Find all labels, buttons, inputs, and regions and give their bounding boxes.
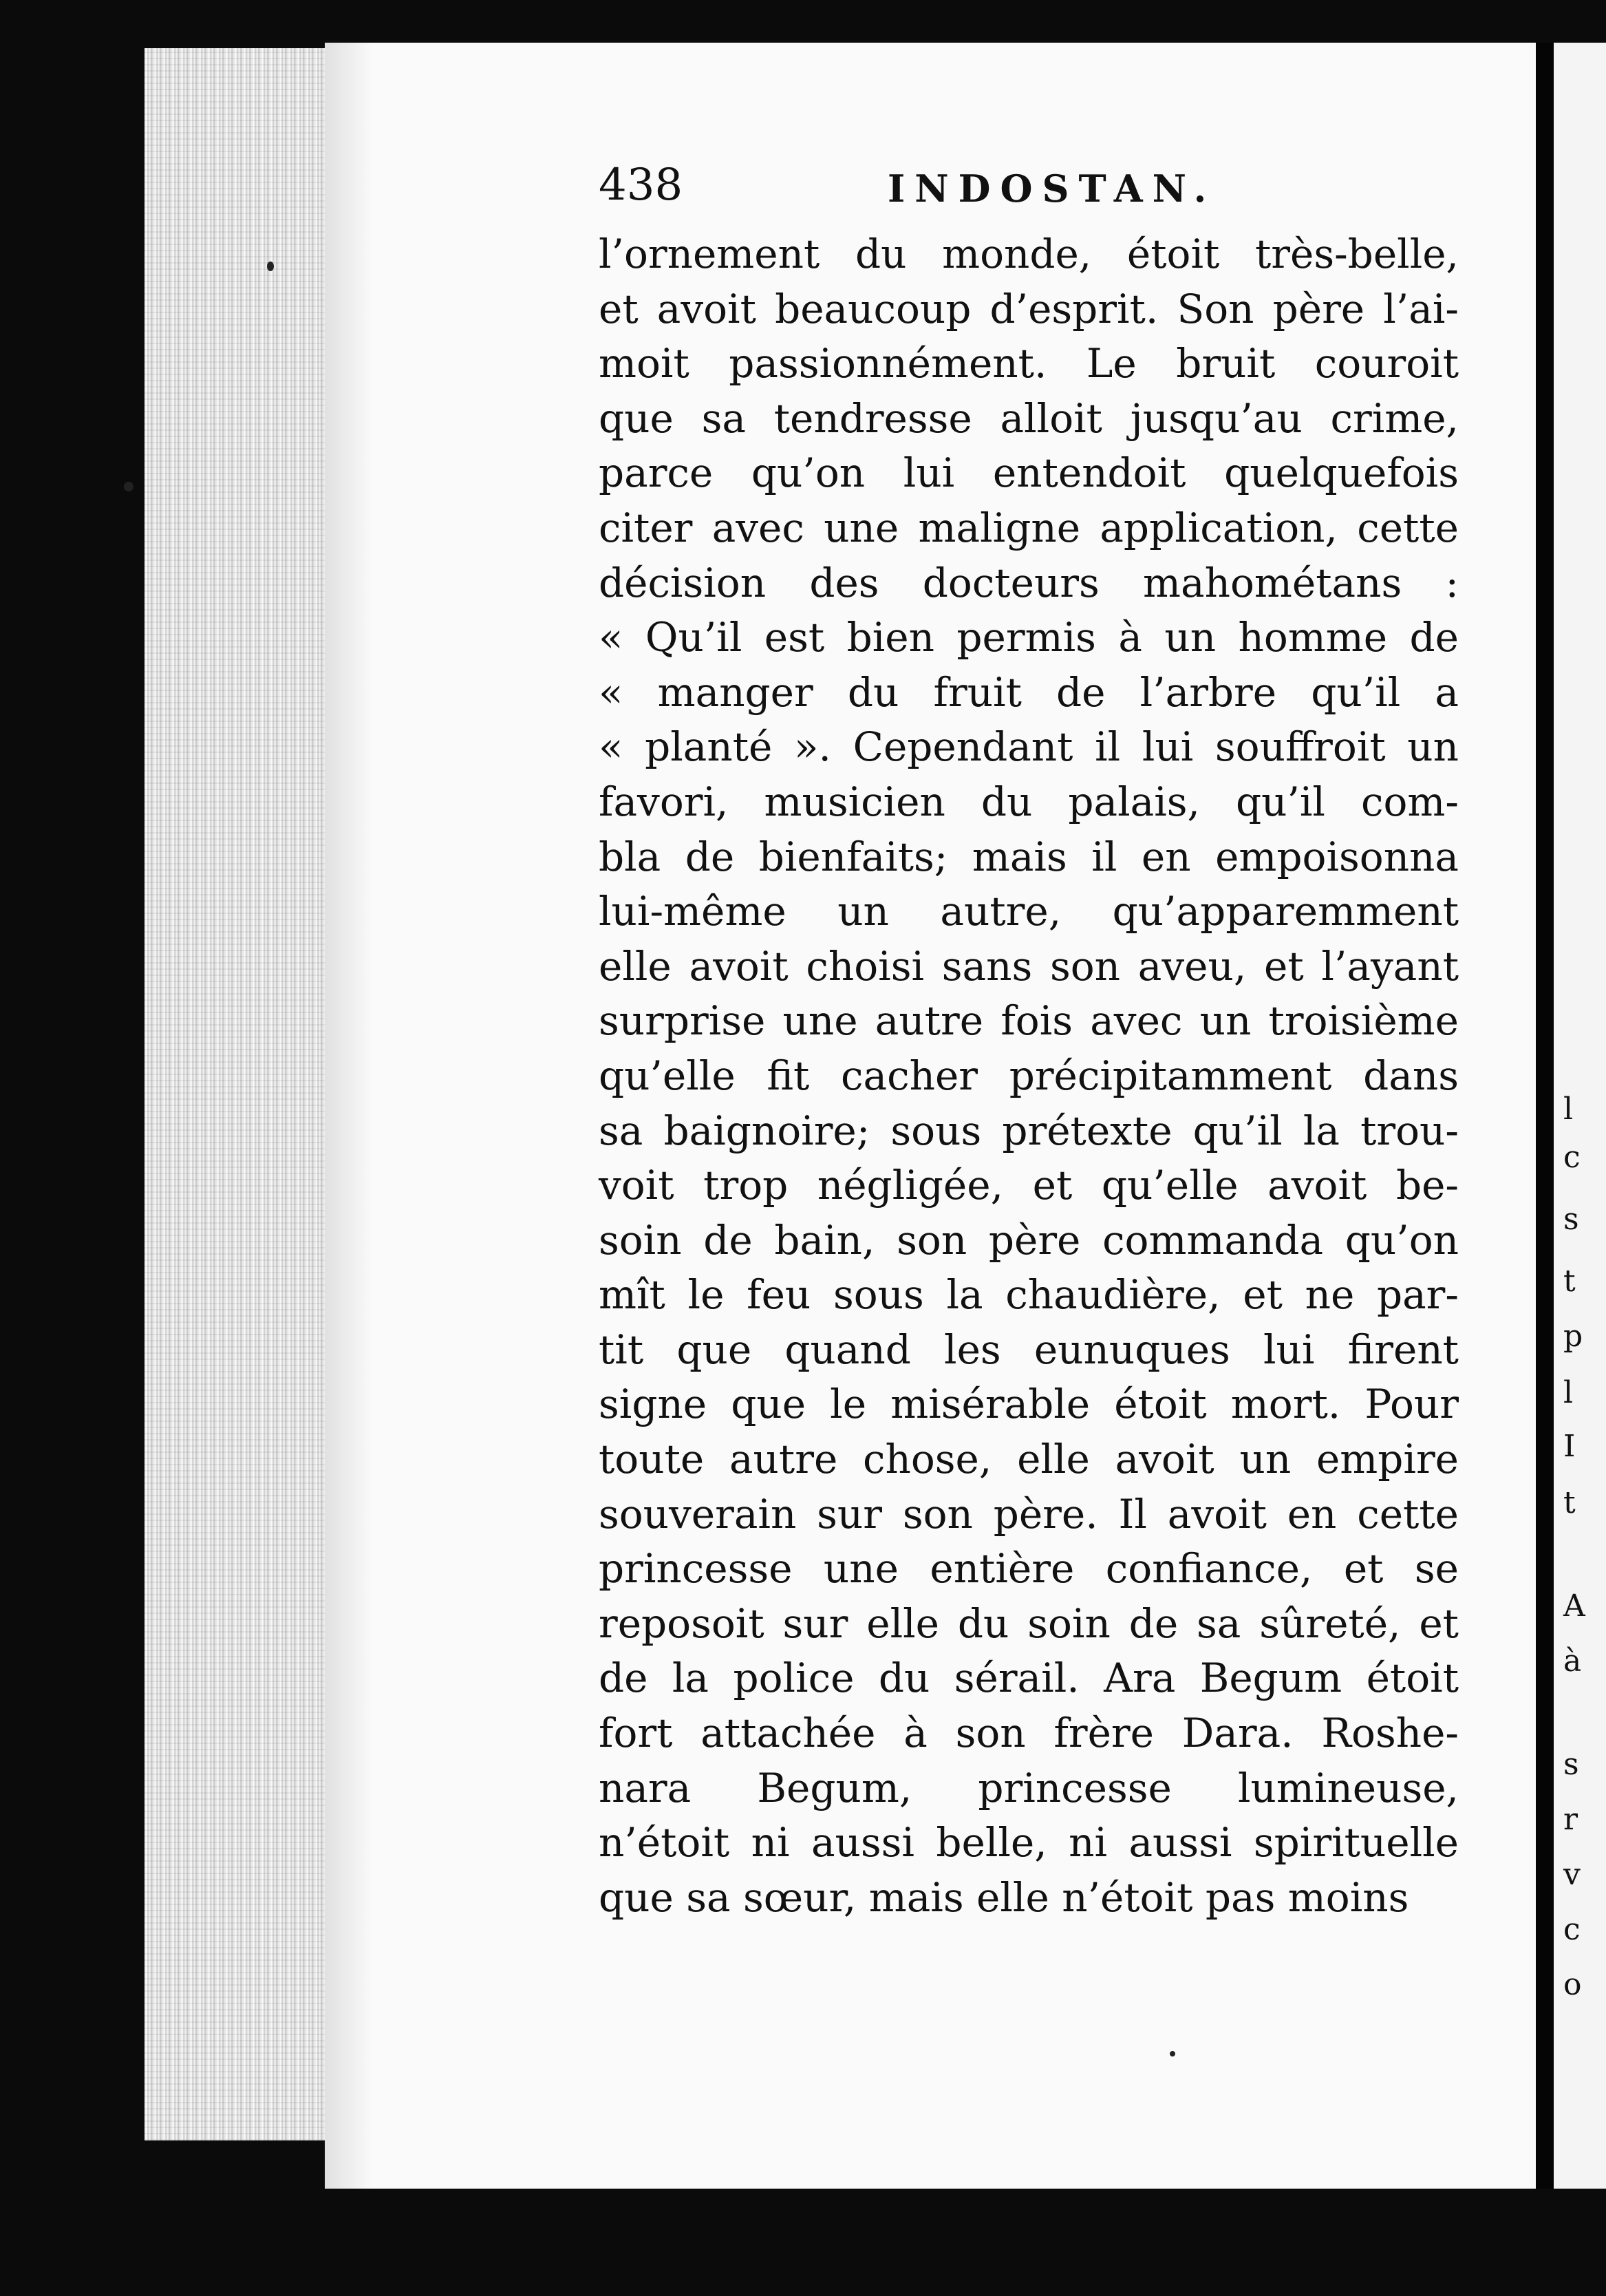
text-line: parce qu’on lui entendoit quelquefois	[599, 449, 1459, 497]
facing-letter: v	[1563, 1857, 1581, 1892]
text-line: sa baignoire; sous prétexte qu’il la trou-	[599, 1107, 1459, 1154]
text-line: de la police du sérail. Ara Begum étoit	[599, 1655, 1459, 1702]
facing-letter: p	[1563, 1319, 1583, 1354]
book-page-edges	[144, 48, 325, 2140]
facing-letter: t	[1563, 1264, 1576, 1299]
text-line: bla de bienfaits; mais il en empoisonna	[599, 833, 1459, 880]
text-line: voit trop négligée, et qu’elle avoit be-	[599, 1162, 1459, 1209]
facing-letter: I	[1563, 1429, 1576, 1464]
facing-letter: c	[1563, 1140, 1581, 1175]
facing-letter: l	[1563, 1092, 1574, 1127]
facing-letter: A	[1563, 1588, 1585, 1624]
running-title: INDOSTAN.	[888, 167, 1217, 211]
facing-letter: l	[1563, 1375, 1574, 1410]
facing-letter: s	[1563, 1202, 1579, 1237]
text-line: et avoit beaucoup d’esprit. Son père l’ai-	[599, 285, 1459, 332]
text-line: n’étoit ni aussi belle, ni aussi spirituelle	[599, 1819, 1459, 1867]
text-body	[599, 227, 1459, 1925]
paper-speck	[267, 262, 274, 271]
text-line: elle avoit choisi sans son aveu, et l’ayant	[599, 942, 1459, 990]
page-gutter-shadow	[325, 43, 373, 2189]
text-line: qu’elle fit cacher précipitamment dans	[599, 1052, 1459, 1099]
text-line: citer avec une maligne application, cette	[599, 504, 1459, 551]
page-number: 438	[599, 160, 683, 211]
facing-page-edge	[1554, 43, 1606, 2189]
text-line: décision des docteurs mahométans :	[599, 559, 1459, 606]
text-line: favori, musicien du palais, qu’il com-	[599, 778, 1459, 825]
paper-speck	[1170, 2051, 1175, 2056]
text-line: l’ornement du monde, étoit très-belle,	[599, 231, 1459, 277]
paper-speck	[124, 482, 133, 491]
text-line: que sa tendresse alloit jusqu’au crime,	[599, 394, 1459, 442]
facing-letter: o	[1563, 1967, 1582, 2002]
page-gutter	[1536, 43, 1554, 2189]
text-line: moit passionnément. Le bruit couroit	[599, 340, 1459, 387]
text-line: mît le feu sous la chaudière, et ne par-	[599, 1271, 1459, 1319]
text-line: « planté ». Cependant il lui souffroit un	[599, 723, 1459, 771]
facing-letter: à	[1563, 1644, 1582, 1679]
text-line: toute autre chose, elle avoit un empire	[599, 1436, 1459, 1483]
facing-letter: c	[1563, 1912, 1581, 1947]
text-line: reposoit sur elle du soin de sa sûreté, et	[599, 1599, 1459, 1647]
text-line: signe que le misérable étoit mort. Pour	[599, 1381, 1459, 1428]
text-line: tit que quand les eunuques lui firent	[599, 1326, 1459, 1373]
text-line: surprise une autre fois avec un troisième	[599, 997, 1459, 1045]
text-line: que sa sœur, mais elle n’étoit pas moins	[599, 1873, 1409, 1921]
text-line: « manger du fruit de l’arbre qu’il a	[599, 668, 1459, 716]
text-line: souverain sur son père. Il avoit en cette	[599, 1490, 1459, 1538]
facing-letter: t	[1563, 1485, 1576, 1520]
text-line: princesse une entière confiance, et se	[599, 1545, 1459, 1593]
text-line: « Qu’il est bien permis à un homme de	[599, 614, 1459, 661]
text-line: soin de bain, son père commanda qu’on	[599, 1216, 1459, 1264]
text-line: nara Begum, princesse lumineuse,	[599, 1764, 1459, 1811]
facing-letter: s	[1563, 1747, 1579, 1782]
text-line: fort attachée à son frère Dara. Roshe-	[599, 1710, 1459, 1757]
facing-letter: r	[1563, 1802, 1578, 1837]
text-line: lui-même un autre, qu’apparemment	[599, 888, 1459, 935]
